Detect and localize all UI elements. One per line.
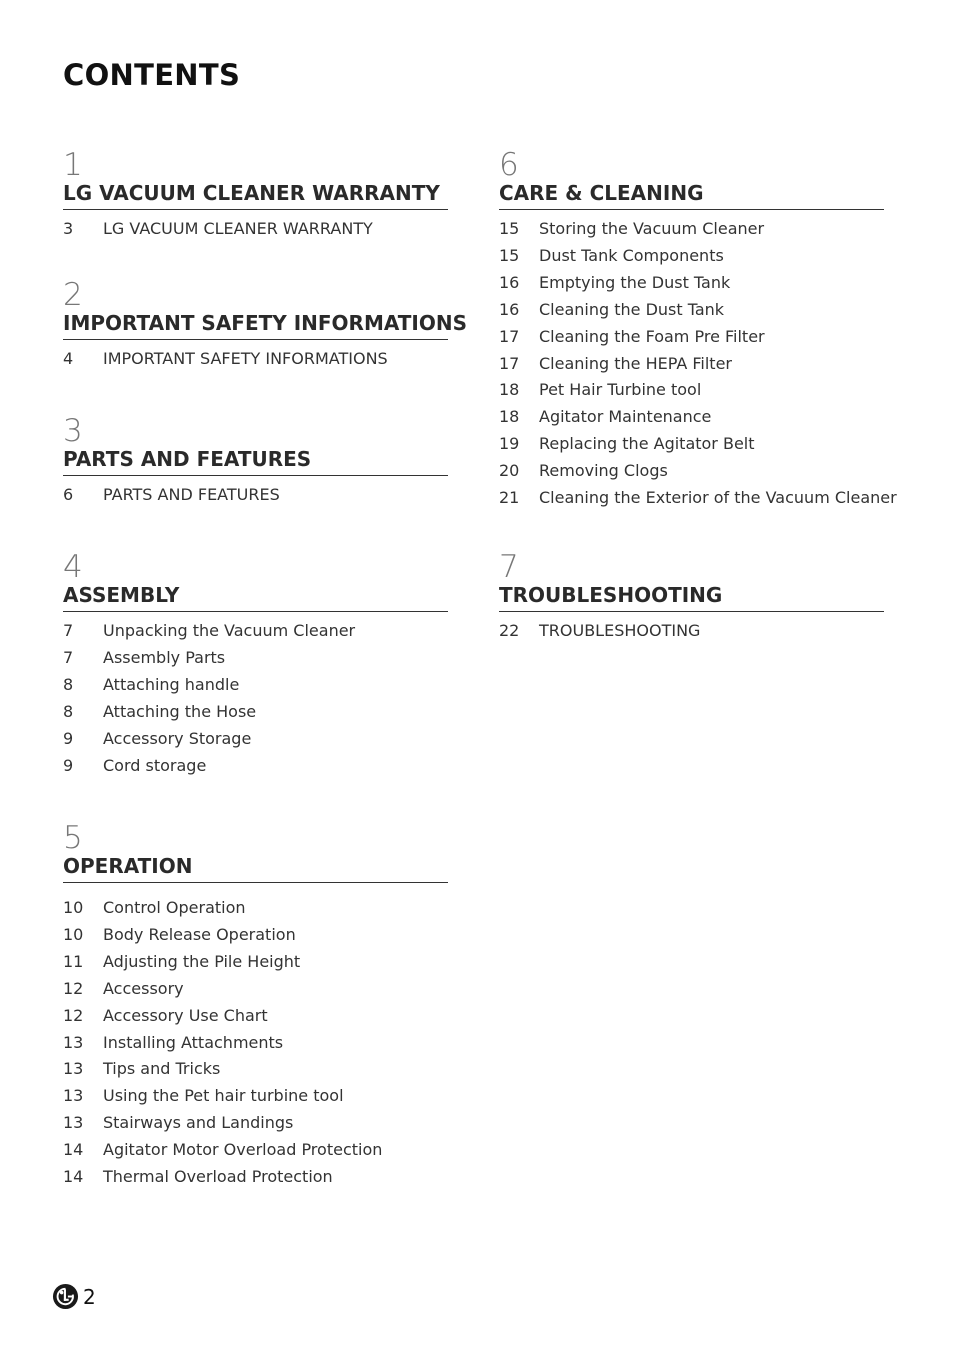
toc-entry[interactable] bbox=[499, 270, 884, 297]
toc-entry-label: Accessory Use Chart bbox=[103, 1005, 268, 1025]
toc-entry-label: Cleaning the Foam Pre Filter bbox=[539, 326, 765, 346]
toc-page-number: 9 bbox=[63, 728, 74, 748]
toc-page-number: 6 bbox=[63, 485, 74, 504]
toc-list bbox=[499, 216, 897, 512]
section-title: PARTS AND FEATURES bbox=[63, 447, 448, 476]
toc-entry-label: Pet Hair Turbine tool bbox=[539, 380, 702, 400]
toc-entry-label: Cleaning the HEPA Filter bbox=[539, 353, 732, 373]
page-number: 2 bbox=[83, 1284, 96, 1309]
toc-entry[interactable] bbox=[63, 1083, 448, 1110]
toc-section-5 bbox=[63, 820, 448, 1191]
toc-section-4 bbox=[63, 549, 448, 779]
toc-entry[interactable] bbox=[63, 753, 448, 780]
toc-entry-label: Dust Tank Components bbox=[539, 245, 724, 265]
toc-page-number: 20 bbox=[499, 461, 520, 481]
toc-page-number: 13 bbox=[63, 1086, 84, 1106]
toc-page-number: 13 bbox=[63, 1113, 84, 1133]
toc-entry[interactable] bbox=[499, 377, 884, 404]
toc-entry[interactable] bbox=[63, 645, 448, 672]
toc-page-number: 14 bbox=[63, 1167, 84, 1187]
toc-entry-label: Body Release Operation bbox=[103, 924, 296, 944]
toc-page-number: 22 bbox=[499, 621, 520, 640]
toc-entry[interactable] bbox=[499, 243, 884, 270]
toc-entry-label: Emptying the Dust Tank bbox=[539, 272, 731, 292]
toc-page-number: 10 bbox=[63, 898, 84, 917]
toc-entry[interactable] bbox=[63, 216, 448, 243]
toc-section-1 bbox=[63, 147, 448, 243]
toc-page-number: 8 bbox=[63, 701, 74, 721]
section-number: 4 bbox=[63, 549, 83, 585]
toc-page-number: 18 bbox=[499, 407, 520, 427]
toc-page-number: 21 bbox=[499, 488, 520, 508]
toc-entry-label: Cord storage bbox=[103, 755, 207, 775]
section-number: 2 bbox=[63, 277, 83, 313]
toc-entry-label: Thermal Overload Protection bbox=[103, 1167, 333, 1187]
section-title: LG VACUUM CLEANER WARRANTY bbox=[63, 181, 448, 210]
toc-page-number: 7 bbox=[63, 647, 74, 667]
toc-entry-label: Installing Attachments bbox=[103, 1032, 284, 1052]
toc-page-number: 16 bbox=[499, 299, 520, 319]
toc-entry-label: PARTS AND FEATURES bbox=[103, 485, 280, 504]
toc-section-7 bbox=[499, 549, 884, 645]
toc-entry[interactable] bbox=[499, 458, 884, 485]
toc-page-number: 13 bbox=[63, 1059, 84, 1079]
toc-entry[interactable] bbox=[63, 1164, 448, 1191]
toc-entry-label: Cleaning the Exterior of the Vacuum Cleaner bbox=[539, 488, 897, 508]
toc-entry[interactable] bbox=[63, 1110, 448, 1137]
toc-entry-label: Control Operation bbox=[103, 898, 246, 917]
toc-entry-label: Accessory bbox=[103, 978, 184, 998]
toc-page-number: 16 bbox=[499, 272, 520, 292]
toc-entry-label: Replacing the Agitator Belt bbox=[539, 434, 755, 454]
toc-entry-label: Attaching handle bbox=[103, 674, 240, 694]
toc-entry[interactable] bbox=[63, 1003, 448, 1030]
toc-entry-label: Agitator Maintenance bbox=[539, 407, 712, 427]
toc-entry[interactable] bbox=[499, 485, 897, 512]
toc-entry-label: Stairways and Landings bbox=[103, 1113, 294, 1133]
toc-entry-label: Assembly Parts bbox=[103, 647, 226, 667]
toc-entry-label: Cleaning the Dust Tank bbox=[539, 299, 725, 319]
toc-entry[interactable] bbox=[63, 482, 448, 509]
toc-entry[interactable] bbox=[499, 297, 884, 324]
toc-list bbox=[63, 895, 448, 1191]
toc-entry[interactable] bbox=[63, 895, 448, 922]
toc-entry-label: TROUBLESHOOTING bbox=[539, 621, 701, 640]
section-number: 3 bbox=[63, 413, 83, 449]
toc-page-number: 12 bbox=[63, 1005, 84, 1025]
toc-entry-label: Unpacking the Vacuum Cleaner bbox=[103, 621, 356, 640]
toc-entry-label: Tips and Tricks bbox=[103, 1059, 221, 1079]
toc-entry[interactable] bbox=[63, 699, 448, 726]
toc-entry-label: Accessory Storage bbox=[103, 728, 252, 748]
toc-entry[interactable] bbox=[63, 976, 448, 1003]
toc-list bbox=[499, 618, 884, 645]
section-title: IMPORTANT SAFETY INFORMATIONS bbox=[63, 311, 448, 340]
section-title: OPERATION bbox=[63, 854, 448, 883]
toc-page-number: 17 bbox=[499, 353, 520, 373]
page-title: CONTENTS bbox=[63, 58, 241, 92]
section-title: CARE & CLEANING bbox=[499, 181, 884, 210]
toc-page-number: 15 bbox=[499, 245, 520, 265]
toc-entry[interactable] bbox=[499, 618, 884, 645]
toc-page-number: 12 bbox=[63, 978, 84, 998]
toc-page-number: 17 bbox=[499, 326, 520, 346]
toc-list bbox=[63, 482, 448, 509]
toc-page-number: 9 bbox=[63, 755, 74, 775]
toc-entry-label: IMPORTANT SAFETY INFORMATIONS bbox=[103, 349, 388, 368]
toc-entry[interactable] bbox=[63, 1137, 448, 1164]
toc-page-number: 13 bbox=[63, 1032, 84, 1052]
toc-list bbox=[63, 346, 448, 373]
lg-logo-icon bbox=[52, 1283, 79, 1310]
toc-entry[interactable] bbox=[499, 431, 884, 458]
toc-page-number: 8 bbox=[63, 674, 74, 694]
toc-entry[interactable] bbox=[499, 404, 884, 431]
toc-page-number: 3 bbox=[63, 219, 74, 238]
toc-section-2 bbox=[63, 277, 468, 373]
toc-entry-label: Removing Clogs bbox=[539, 461, 668, 481]
toc-entry-label: Adjusting the Pile Height bbox=[103, 951, 301, 971]
section-number: 6 bbox=[499, 147, 519, 183]
toc-list bbox=[63, 618, 448, 779]
toc-entry[interactable] bbox=[63, 949, 448, 976]
toc-page-number: 19 bbox=[499, 434, 520, 454]
toc-entry-label: Agitator Motor Overload Protection bbox=[103, 1140, 383, 1160]
toc-entry[interactable] bbox=[499, 324, 884, 351]
toc-entry-label: Using the Pet hair turbine tool bbox=[103, 1086, 344, 1106]
toc-page-number: 15 bbox=[499, 219, 520, 238]
section-title: ASSEMBLY bbox=[63, 583, 448, 612]
toc-page-number: 18 bbox=[499, 380, 520, 400]
toc-page-number: 14 bbox=[63, 1140, 84, 1160]
toc-entry[interactable] bbox=[499, 216, 884, 243]
toc-page-number: 4 bbox=[63, 349, 74, 368]
toc-entry-label: LG VACUUM CLEANER WARRANTY bbox=[103, 219, 373, 238]
toc-page-number: 7 bbox=[63, 621, 74, 640]
page-footer bbox=[52, 1283, 96, 1310]
toc-entry[interactable] bbox=[63, 672, 448, 699]
section-title: TROUBLESHOOTING bbox=[499, 583, 884, 612]
section-number: 5 bbox=[63, 820, 83, 856]
toc-entry-label: Attaching the Hose bbox=[103, 701, 257, 721]
toc-entry[interactable] bbox=[63, 1056, 448, 1083]
toc-list bbox=[63, 216, 448, 243]
toc-page-number: 10 bbox=[63, 924, 84, 944]
toc-entry[interactable] bbox=[63, 726, 448, 753]
toc-section-6 bbox=[499, 147, 897, 512]
toc-page-number: 11 bbox=[63, 951, 84, 971]
toc-entry-label: Storing the Vacuum Cleaner bbox=[539, 219, 765, 238]
toc-entry[interactable] bbox=[63, 346, 448, 373]
section-number: 1 bbox=[63, 147, 83, 183]
toc-entry[interactable] bbox=[63, 922, 448, 949]
toc-section-3 bbox=[63, 413, 448, 509]
toc-entry[interactable] bbox=[63, 1030, 448, 1057]
toc-entry[interactable] bbox=[63, 618, 448, 645]
section-number: 7 bbox=[499, 549, 519, 585]
toc-entry[interactable] bbox=[499, 351, 884, 378]
